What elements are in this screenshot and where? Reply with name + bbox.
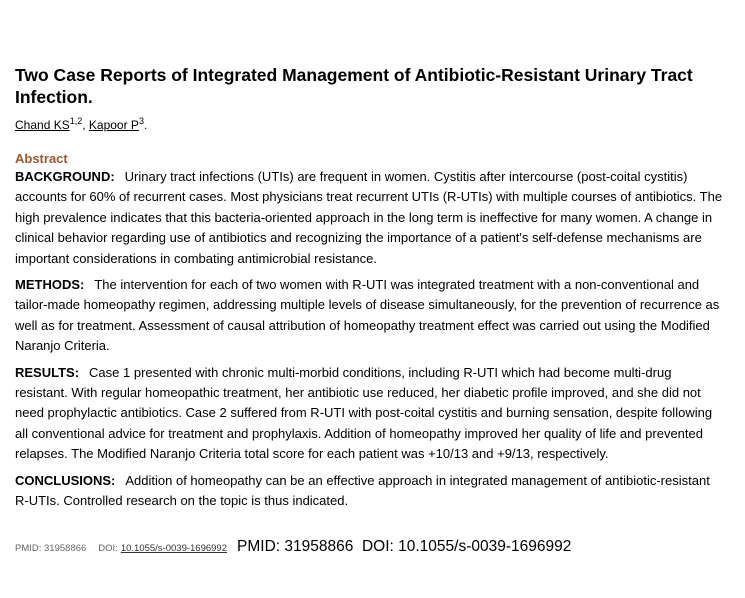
pmid-small: PMID: 31958866 — [15, 543, 87, 554]
author-link-chand[interactable]: Chand KS — [15, 118, 70, 132]
abstract-section-conclusions — [15, 471, 727, 512]
article-title: Two Case Reports of Integrated Management of Antibiotic-Resistant Urinary Tract Infection. — [15, 65, 693, 107]
author-list — [15, 117, 727, 133]
article — [15, 64, 727, 518]
section-text: Urinary tract infections (UTIs) are frequent in women. Cystitis after intercourse (post-coital cystitis) accounts for 60% of recurrent cases. Most physicians treat recurrent UTIs (R-UTIs) with multiple courses of antibiotics. The high prevalence indicates that this bacteria-oriented approach in the long term is ineffective for many women. A change in clinical behavior regarding use of antibiotics and recognizing the importance of a patient's self-defense mechanisms are important considerations in combating antimicrobial resistance. — [15, 169, 723, 266]
pmid-doi-caption: PMID: 31958866 DOI: 10.1055/s-0039-1696992 — [237, 538, 572, 555]
abstract-section-background — [15, 167, 727, 269]
section-label: CONCLUSIONS: — [15, 472, 116, 488]
section-label: BACKGROUND: — [15, 169, 115, 184]
abstract-section-methods — [15, 275, 727, 357]
section-label: RESULTS: — [15, 364, 80, 380]
section-text: The intervention for each of two women with R-UTI was integrated treatment with a non-conventional and tailor-made homeopathy regimen, addressing multiple levels of disease simultaneously, for the prevention of recurrence as well as for treatment. Assessment of causal attribution of homeopathy treatment effect was carried out using the Modified Naranjo Criteria. — [15, 277, 720, 354]
doi-label-small: DOI: — [98, 543, 118, 554]
author-affiliation-sup: 3 — [138, 116, 144, 126]
citation-footer — [15, 538, 571, 556]
section-label: METHODS: — [15, 277, 85, 293]
section-text: Addition of homeopathy can be an effective approach in integrated management of antibiotic-resistant R-UTIs. Controlled research on the topic is thus indicated. — [15, 472, 710, 509]
doi-link[interactable]: 10.1055/s-0039-1696992 — [120, 543, 228, 554]
author-affiliation-sup: 1,2 — [69, 116, 83, 126]
author-link-kapoor[interactable]: Kapoor P — [88, 118, 139, 132]
abstract-heading: Abstract — [15, 151, 68, 166]
abstract-section-results — [15, 363, 727, 465]
section-text: Case 1 presented with chronic multi-morbid conditions, including R-UTI which had become multi-drug resistant. With regular homeopathic treatment, her antibiotic use reduced, her diabetic profile improved, and she did not need prophylactic antibiotics. Case 2 suffered from R-UTI with post-coital cystitis and burning sensation, despite following all conventional advice for treatment and prophylaxis. Addition of homeopathy improved her quality of life and prevented relapses. The Modified Naranjo Criteria total score for each patient was +10/13 and +9/13, respectively. — [15, 364, 713, 462]
author-separator: , — [82, 118, 89, 132]
author-separator: . — [143, 118, 148, 132]
